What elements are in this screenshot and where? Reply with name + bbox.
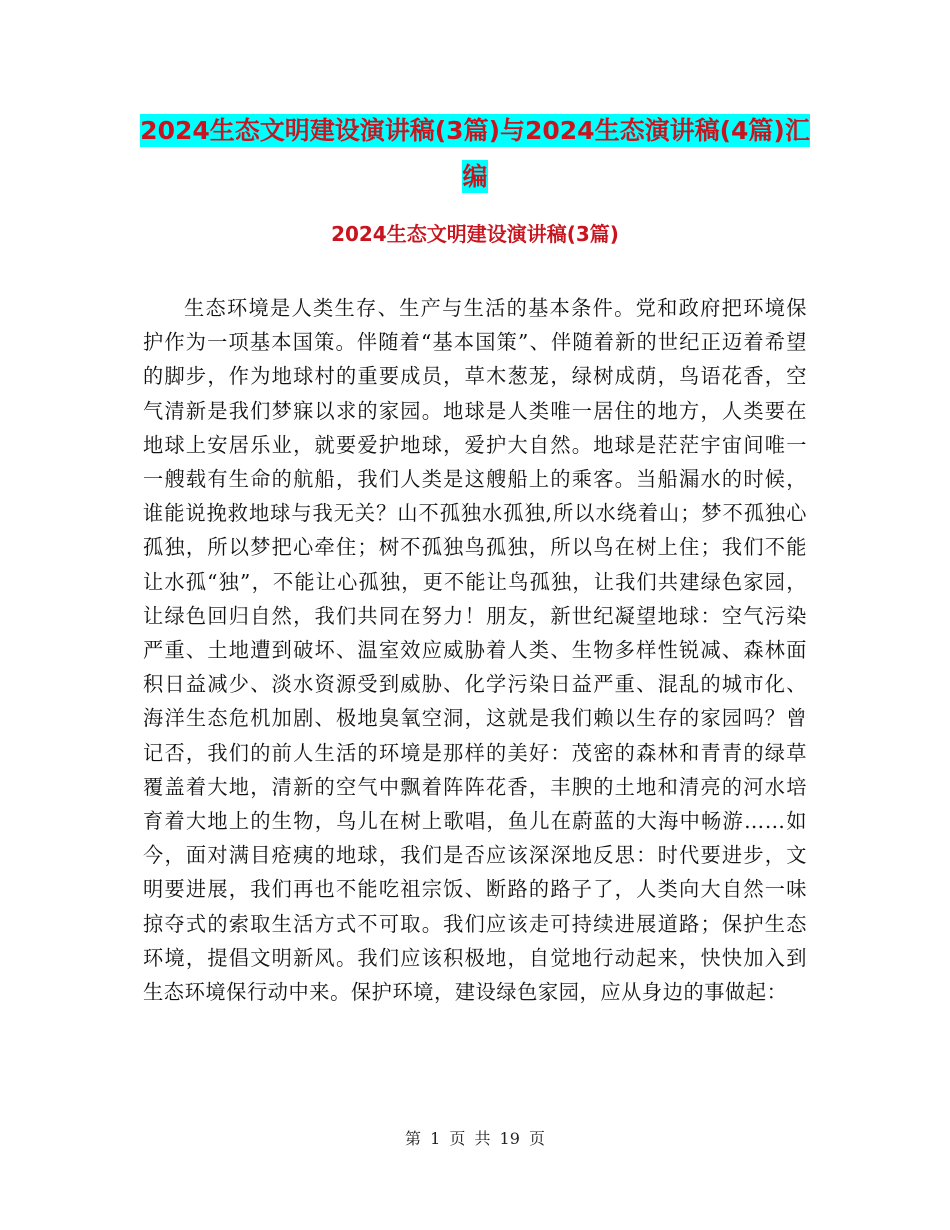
- document-title-text: 2024生态文明建设演讲稿(3篇)与2024生态演讲稿(4篇)汇编: [140, 116, 810, 191]
- page-footer: 第 1 页 共 19 页: [405, 1129, 545, 1148]
- body-paragraph: 生态环境是人类生存、生产与生活的基本条件。党和政府把环境保护作为一项基本国策。伴随着“基本国策”、伴随着新的世纪正迈着希望的脚步，作为地球村的重要成员，草木葱茏，绿树成荫，鸟语花香，空气清新是我们梦寐以求的家园。地球是人类唯一居住的地方，人类要在地球上安居乐业，就要爱护地球，爱护大自然。地球是茫茫宇宙间唯一一艘载有生命的航船，我们人类是这艘船上的乘客。当船漏水的时候，谁能说挽救地球与我无关？山不孤独水孤独,所以水绕着山；梦不孤独心孤独，所以梦把心牵住；树不孤独鸟孤独，所以鸟在树上住；我们不能让水孤“独”，不能让心孤独，更不能让鸟孤独，让我们共建绿色家园，让绿色回归自然，我们共同在努力！朋友，新世纪凝望地球：空气污染严重、土地遭到破坏、温室效应威胁着人类、生物多样性锐减、森林面积日益减少、淡水资源受到威胁、化学污染日益严重、混乱的城市化、海洋生态危机加剧、极地臭氧空洞，这就是我们赖以生存的家园吗？曾记否，我们的前人生活的环境是那样的美好：茂密的森林和青青的绿草覆盖着大地，清新的空气中飘着阵阵花香，丰腴的土地和清亮的河水培育着大地上的生物，鸟儿在树上歌唱，鱼儿在蔚蓝的大海中畅游……如今，面对满目疮痍的地球，我们是否应该深深地反思：时代要进步，文明要进展，我们再也不能吃祖宗饭、断路的路子了，人类向大自然一味掠夺式的索取生活方式不可取。我们应该走可持续进展道路；保护生态环境，提倡文明新风。我们应该积极地，自觉地行动起来，快快加入到生态环境保行动中来。保护环境，建设绿色家园，应从身边的事做起：: [143, 296, 807, 1005]
- document-title: [140, 108, 810, 200]
- section-title: 2024生态文明建设演讲稿(3篇): [331, 222, 619, 246]
